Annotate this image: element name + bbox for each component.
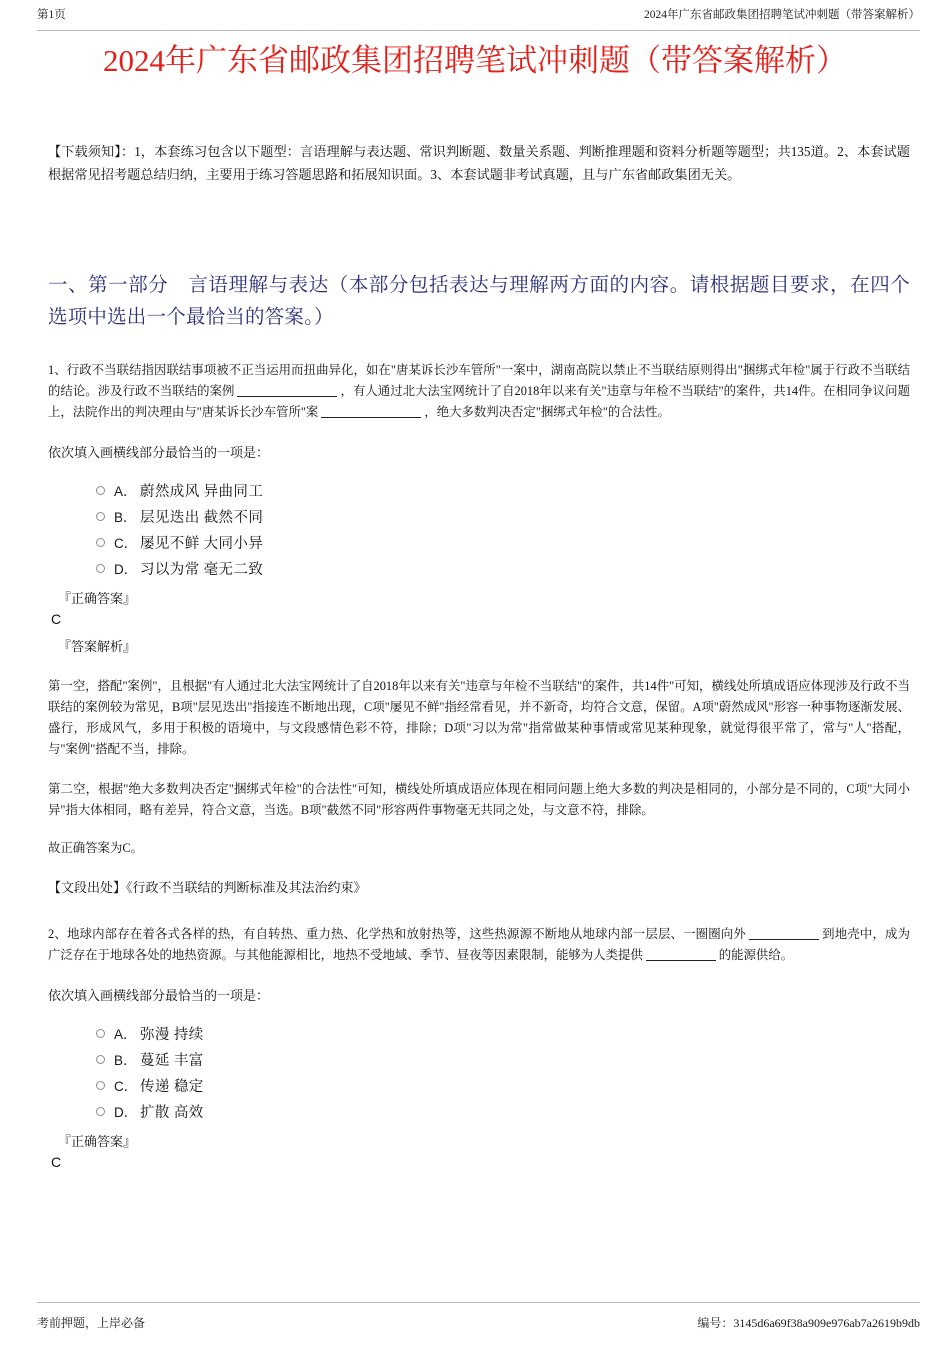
option-text: 弥漫 持续 [140, 1026, 204, 1043]
question-2-stem-part-3: 的能源供给。 [718, 948, 794, 962]
option-row[interactable] [96, 1098, 910, 1124]
fill-blank-2b[interactable] [646, 960, 716, 961]
fill-blank-1a[interactable] [237, 396, 337, 397]
question-1-answer-value: C [51, 611, 62, 627]
running-header-title: 2024年广东省邮政集团招聘笔试冲刺题（带答案解析） [644, 9, 920, 21]
option-letter: A． [114, 1027, 137, 1042]
question-2-answer-value: C [51, 1154, 62, 1170]
option-text: 蔚然成风 异曲同工 [140, 483, 264, 500]
radio-button-icon[interactable] [96, 538, 105, 547]
question-2-options [48, 1020, 910, 1124]
option-row[interactable] [96, 1020, 910, 1046]
footer-slogan: 考前押题，上岸必备 [37, 1316, 146, 1330]
question-1-stem-part-2: ，有人通过北大法宝网统计了自2018年以来有关"违章与年检不当联结"的案件，共14件。在相同争议问题上，法院作出的判决理由与"唐某诉长沙车管所"案 [48, 384, 911, 419]
question-1-analysis-paragraph: 第一空，搭配"案例"，且根据"有人通过北大法宝网统计了自2018年以来有关"违章与年检不当联结"的案件，共14件"可知，横线处所填成语应体现涉及行政不当联结的案例较为常见，B项"层见迭出"指接连不断地出现，C项"屡见不鲜"指经常看见，并不新奇，均符合文意，保留。A项"蔚然成风"形容一种事物逐渐发展、盛行，形成风气，多用于积极的语境中，与文段感情色彩不符，排除；D项"习以为常"指常做某种事情或常见某种现象，就觉得很平常了，常与"人"搭配，与"案例"搭配不当，排除。 [48, 679, 910, 756]
option-text: 习以为常 毫无二致 [140, 561, 264, 578]
option-letter: C． [114, 1079, 138, 1094]
radio-button-icon[interactable] [96, 1107, 105, 1116]
option-letter: D． [114, 1105, 138, 1120]
option-letter: B． [114, 510, 137, 525]
question-1-stem-part-3: ，绝大多数判决否定"捆绑式年检"的合法性。 [424, 405, 670, 419]
question-1-stem [48, 360, 910, 423]
document-body [48, 140, 910, 1172]
radio-button-icon[interactable] [96, 1081, 105, 1090]
option-text: 蔓延 丰富 [140, 1052, 204, 1069]
section-heading: 一、第一部分 言语理解与表达（本部分包括表达与理解两方面的内容。请根据题目要求，在四个选项中选出一个最恰当的答案。） [48, 275, 910, 328]
question-2-answer-label: 『正确答案』 [58, 1134, 137, 1149]
question-1-options [48, 477, 910, 581]
question-block-1 [48, 360, 910, 898]
radio-button-icon[interactable] [96, 1055, 105, 1064]
option-row[interactable] [96, 477, 910, 503]
option-row[interactable] [96, 503, 910, 529]
question-2-stem-part-2: 到地壳中，成为广泛存在于地球各处的地热资源。与其他能源相比，地热不受地域、季节、昼夜等因素限制，能够为人类提供 [48, 927, 911, 962]
running-header [37, 8, 920, 31]
option-row[interactable] [96, 1046, 910, 1072]
option-letter: B． [114, 1053, 137, 1068]
question-1-analysis-label: 『答案解析』 [58, 639, 137, 654]
page-title: 2024年广东省邮政集团招聘笔试冲刺题（带答案解析） [103, 43, 847, 78]
option-text: 扩散 高效 [140, 1104, 204, 1121]
fill-blank-1b[interactable] [321, 417, 421, 418]
question-2-stem [48, 924, 910, 966]
running-footer [37, 1302, 920, 1333]
option-letter: C． [114, 536, 138, 551]
download-notice: 【下载须知】：1，本套练习包含以下题型：言语理解与表达题、常识判断题、数量关系题、判断推理题和资料分析题等题型；共135道。2、本套试题根据常见招考题总结归纳，主要用于练习答题思路和拓展知识面。3、本套试题非考试真题，且与广东省邮政集团无关。 [48, 144, 910, 182]
question-block-2 [48, 924, 910, 1172]
question-2-prompt: 依次填入画横线部分最恰当的一项是： [48, 988, 270, 1003]
option-letter: A． [114, 484, 137, 499]
radio-button-icon[interactable] [96, 564, 105, 573]
radio-button-icon[interactable] [96, 512, 105, 521]
question-1-stem-part-1: 1、行政不当联结指因联结事项被不正当运用而扭曲异化，如在"唐某诉长沙车管所"一案中，湖南高院以禁止不当联结原则得出"捆绑式年检"属于行政不当联结的结论。涉及行政不当联结的案例 [48, 363, 910, 398]
option-row[interactable] [96, 555, 910, 581]
question-1-answer-label: 『正确答案』 [58, 591, 137, 606]
option-row[interactable] [96, 1072, 910, 1098]
footer-document-id: 编号：3145d6a69f38a909e976ab7a2619b9db [697, 1316, 920, 1330]
question-1-analysis-paragraph: 第二空，根据"绝大多数判决否定"捆绑式年检"的合法性"可知，横线处所填成语应体现在相同问题上绝大多数的判决是相同的，小部分是不同的，C项"大同小异"指大体相同，略有差异，符合文意，当选。B项"截然不同"形容两件事物毫无共同之处，与文意不符，排除。 [48, 782, 910, 817]
question-1-prompt: 依次填入画横线部分最恰当的一项是： [48, 445, 270, 460]
option-letter: D． [114, 562, 138, 577]
option-text: 屡见不鲜 大同小异 [140, 535, 264, 552]
option-text: 传递 稳定 [140, 1078, 204, 1095]
radio-button-icon[interactable] [96, 486, 105, 495]
question-1-source: 【文段出处】《行政不当联结的判断标准及其法治约束》 [48, 880, 367, 895]
option-row[interactable] [96, 529, 910, 555]
radio-button-icon[interactable] [96, 1029, 105, 1038]
question-1-analysis-conclusion: 故正确答案为C。 [48, 841, 143, 855]
page-number-label: 第1页 [37, 9, 66, 21]
question-2-stem-part-1: 2、地球内部存在着各式各样的热，有自转热、重力热、化学热和放射热等，这些热源源不断地从地球内部一层层、一圈圈向外 [48, 927, 746, 941]
option-text: 层见迭出 截然不同 [140, 509, 264, 526]
fill-blank-2a[interactable] [749, 939, 819, 940]
